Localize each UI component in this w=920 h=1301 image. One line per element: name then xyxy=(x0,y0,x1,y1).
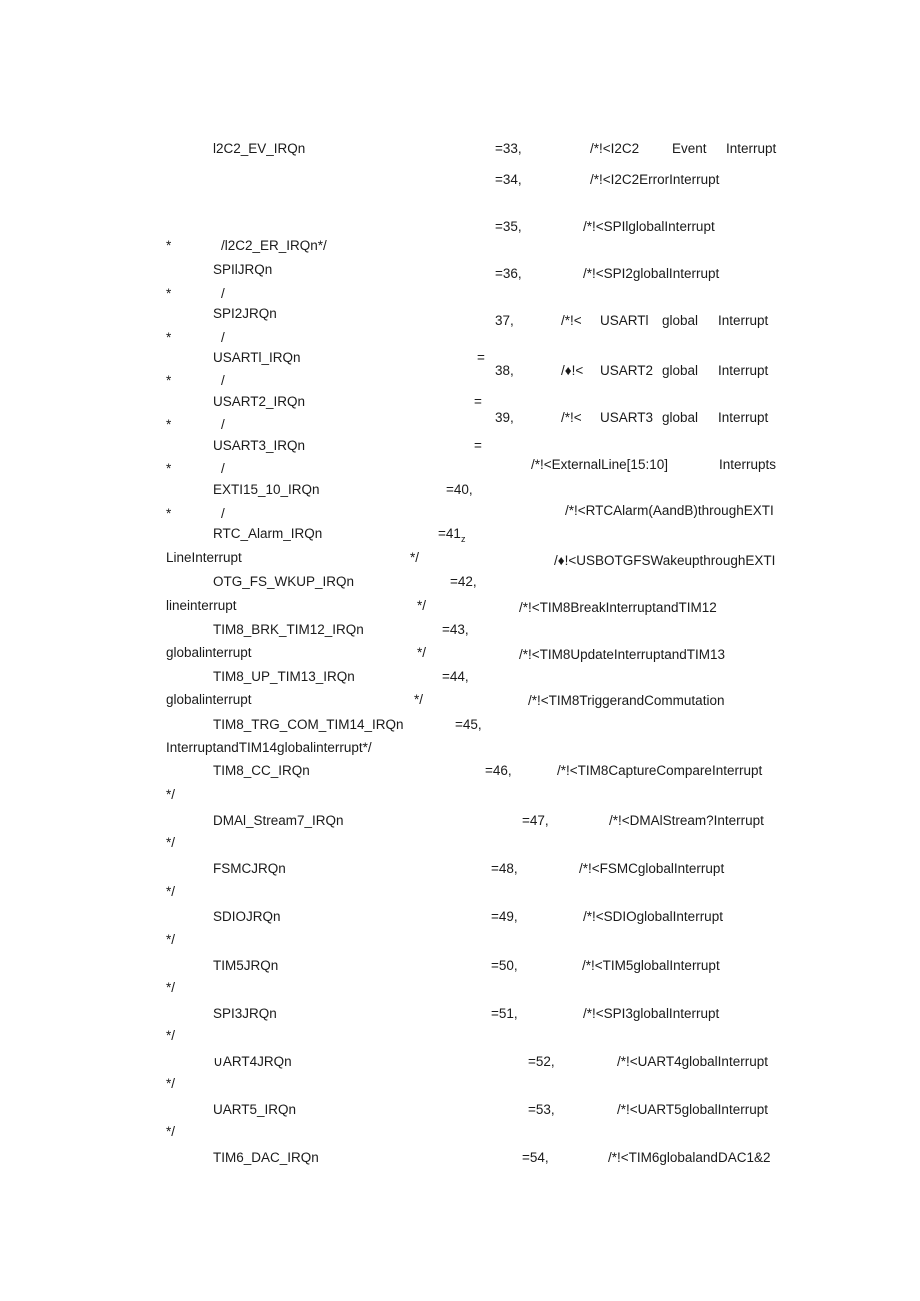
spi3-name: SPI3JRQn xyxy=(213,1006,277,1021)
i2c2-er-value: =34, xyxy=(495,172,522,187)
spi3-value: =51, xyxy=(491,1006,518,1021)
usart3-close: / xyxy=(221,461,225,476)
spi2-comment: /*!<SPI2globalInterrupt xyxy=(583,266,720,281)
fsmc-comment: /*!<FSMCglobalInterrupt xyxy=(579,861,725,876)
usart1-star: * xyxy=(166,373,172,388)
usart3-value: 39, xyxy=(495,410,514,425)
tim6dac-comment: /*!<TIM6globalandDAC1&2 xyxy=(608,1150,771,1165)
usart2-star: * xyxy=(166,417,172,432)
spi1-value: =35, xyxy=(495,219,522,234)
rtc-close: */ xyxy=(410,550,420,565)
usart1-comment-a: /*!< xyxy=(561,313,582,328)
dma1s7-value: =47, xyxy=(522,813,549,828)
tim8trg-cont: InterruptandTIM14globalinterrupt*/ xyxy=(166,740,372,755)
usart3-comment-d: Interrupt xyxy=(718,410,769,425)
tim8brk-cont: globalinterrupt xyxy=(166,645,252,660)
tim8trg-value: =45, xyxy=(455,717,482,732)
otg-value: =42, xyxy=(450,574,477,589)
usart2-close: / xyxy=(221,417,225,432)
tim8up-value: =44, xyxy=(442,669,469,684)
exti-star: * xyxy=(166,506,172,521)
usart2-value: 38, xyxy=(495,363,514,378)
rtc-cont: LineInterrupt xyxy=(166,550,242,565)
uart4-close: */ xyxy=(166,1076,176,1091)
otg-cont: lineinterrupt xyxy=(166,598,237,613)
sdio-comment: /*!<SDIOglobalInterrupt xyxy=(583,909,723,924)
i2c2-ev-comment-b: Event xyxy=(672,141,707,156)
usart2-comment-c: global xyxy=(662,363,699,378)
tim8cc-value: =46, xyxy=(485,763,512,778)
otg-name: OTG_FS_WKUP_IRQn xyxy=(213,574,355,589)
usart2-eq: = xyxy=(474,394,482,409)
tim8cc-name: TIM8_CC_IRQn xyxy=(213,763,310,778)
tim8up-cont: globalinterrupt xyxy=(166,692,252,707)
i2c2-er-comment: /*!<I2C2ErrorInterrupt xyxy=(590,172,720,187)
fsmc-close: */ xyxy=(166,884,176,899)
tim8up-name: TIM8_UP_TIM13_IRQn xyxy=(213,669,355,684)
i2c2-er-star: * xyxy=(166,238,172,253)
usart3-eq: = xyxy=(474,438,482,453)
uart4-value: =52, xyxy=(528,1054,555,1069)
fsmc-name: FSMCJRQn xyxy=(213,861,286,876)
dma1s7-comment: /*!<DMAlStream?Interrupt xyxy=(609,813,764,828)
tim5-close: */ xyxy=(166,980,176,995)
tim8trg-name: TIM8_TRG_COM_TIM14_IRQn xyxy=(213,717,404,732)
i2c2-ev-name: l2C2_EV_IRQn xyxy=(213,141,306,156)
tim8brk-name: TIM8_BRK_TIM12_IRQn xyxy=(213,622,364,637)
sdio-name: SDIOJRQn xyxy=(213,909,281,924)
uart5-name: UART5_IRQn xyxy=(213,1102,297,1117)
tim5-name: TIM5JRQn xyxy=(213,958,279,973)
tim8up-close: */ xyxy=(414,692,424,707)
uart4-comment: /*!<UART4globalInterrupt xyxy=(617,1054,768,1069)
tim5-value: =50, xyxy=(491,958,518,973)
tim8brk-comment: /*!<TIM8BreakInterruptandTIM12 xyxy=(519,600,717,615)
spi1-close: / xyxy=(221,286,225,301)
dma1s7-name: DMAl_Stream7_IRQn xyxy=(213,813,344,828)
usart3-name: USART3_IRQn xyxy=(213,438,306,453)
usart3-comment-b: USART3 xyxy=(600,410,654,425)
sdio-close: */ xyxy=(166,932,176,947)
usart2-comment-b: USART2 xyxy=(600,363,654,378)
rtc-name: RTC_Alarm_IRQn xyxy=(213,526,323,541)
spi2-star: * xyxy=(166,330,172,345)
exti-name: EXTI15_10_IRQn xyxy=(213,482,320,497)
tim8brk-close: */ xyxy=(417,645,427,660)
usart1-close: / xyxy=(221,373,225,388)
spi1-comment: /*!<SPIlglobalInterrupt xyxy=(583,219,715,234)
uart5-close: */ xyxy=(166,1124,176,1139)
rtc-value-sub: z xyxy=(461,534,466,544)
usart1-name: USARTl_IRQn xyxy=(213,350,301,365)
uart5-value: =53, xyxy=(528,1102,555,1117)
usart2-comment-a: /♦!< xyxy=(561,363,584,378)
fsmc-value: =48, xyxy=(491,861,518,876)
usart1-comment-c: global xyxy=(662,313,699,328)
usart2-comment-d: Interrupt xyxy=(718,363,769,378)
exti-close: / xyxy=(221,506,225,521)
tim6dac-value: =54, xyxy=(522,1150,549,1165)
usart1-comment-d: Interrupt xyxy=(718,313,769,328)
sdio-value: =49, xyxy=(491,909,518,924)
spi3-close: */ xyxy=(166,1028,176,1043)
rtc-value: =41 xyxy=(438,526,461,541)
spi2-name: SPI2JRQn xyxy=(213,306,277,321)
otg-close: */ xyxy=(417,598,427,613)
usart1-value: 37, xyxy=(495,313,514,328)
usart3-comment-a: /*!< xyxy=(561,410,582,425)
i2c2-ev-comment-c: Interrupt xyxy=(726,141,777,156)
spi1-star: * xyxy=(166,286,172,301)
i2c2-ev-comment-a: /*!<I2C2 xyxy=(590,141,640,156)
tim8cc-close: */ xyxy=(166,787,176,802)
exti-comment-a: /*!<ExternalLine[15:10] xyxy=(531,457,668,472)
spi3-comment: /*!<SPI3globalInterrupt xyxy=(583,1006,720,1021)
tim5-comment: /*!<TIM5globalInterrupt xyxy=(582,958,720,973)
i2c2-er-name: /l2C2_ER_IRQn*/ xyxy=(221,238,327,253)
spi2-close: / xyxy=(221,330,225,345)
otg-comment: /♦!<USBOTGFSWakeupthroughEXTI xyxy=(554,553,776,568)
usart2-name: USART2_IRQn xyxy=(213,394,306,409)
tim8trg-comment: /*!<TIM8TriggerandCommutation xyxy=(528,693,725,708)
tim8cc-comment: /*!<TIM8CaptureCompareInterrupt xyxy=(557,763,763,778)
uart4-name: ∪ART4JRQn xyxy=(213,1054,292,1069)
usart1-eq: = xyxy=(477,350,485,365)
usart3-comment-c: global xyxy=(662,410,699,425)
spi1-name: SPIlJRQn xyxy=(213,262,273,277)
exti-comment-b: Interrupts xyxy=(719,457,777,472)
rtc-comment: /*!<RTCAlarm(AandB)throughEXTI xyxy=(565,503,774,518)
usart3-star: * xyxy=(166,461,172,476)
spi2-value: =36, xyxy=(495,266,522,281)
tim8up-comment: /*!<TIM8UpdateInterruptandTIM13 xyxy=(519,647,725,662)
exti-value: =40, xyxy=(446,482,473,497)
usart1-comment-b: USARTl xyxy=(600,313,649,328)
i2c2-ev-value: =33, xyxy=(495,141,522,156)
tim6dac-name: TIM6_DAC_IRQn xyxy=(213,1150,319,1165)
uart5-comment: /*!<UART5globalInterrupt xyxy=(617,1102,768,1117)
dma1s7-close: */ xyxy=(166,835,176,850)
tim8brk-value: =43, xyxy=(442,622,469,637)
